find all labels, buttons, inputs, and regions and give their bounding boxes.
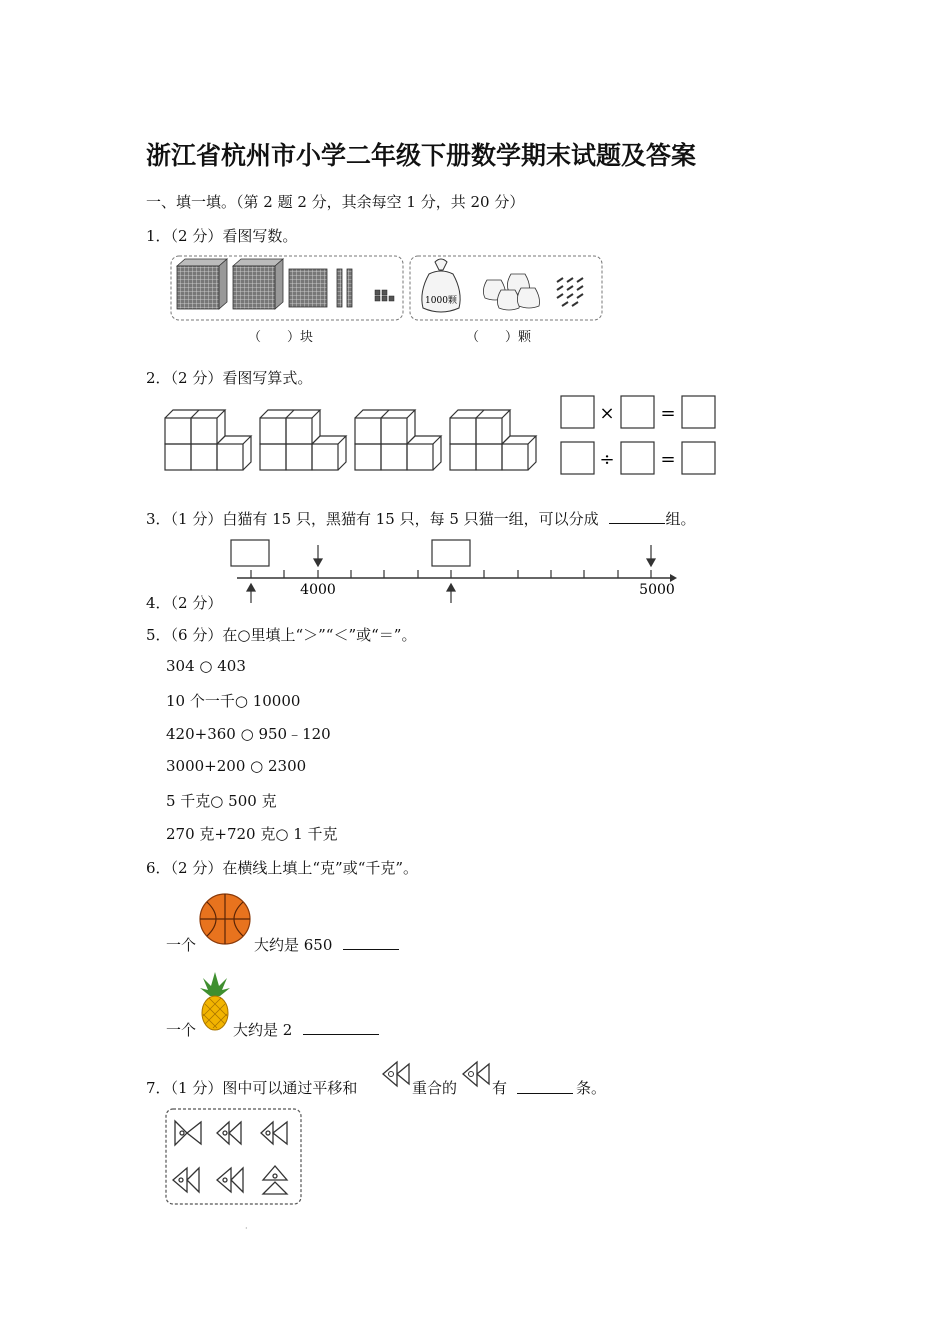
times-sign: ×: [599, 403, 615, 424]
ten-rod-2: [347, 269, 352, 307]
basketball-icon: [198, 892, 252, 946]
fish-icon-inline-1: [381, 1058, 411, 1090]
ten-rod-1: [337, 269, 342, 307]
q2-equation-boxes: [560, 395, 720, 480]
pineapple-icon: [198, 972, 232, 1032]
question-1-text: 1．（2 分）看图写数。: [146, 227, 298, 245]
question-3-text: [146, 508, 695, 529]
thousand-cube-2: [233, 259, 283, 309]
q7-text-d: 条。: [576, 1079, 607, 1097]
unit-cubes: [375, 290, 394, 301]
fish-icon-inline-2: [461, 1058, 491, 1090]
equals-sign-2: =: [660, 449, 676, 470]
seed-marks: [557, 278, 583, 306]
q6-blank-2[interactable]: [303, 1020, 379, 1035]
q7-text-c: 有: [492, 1079, 508, 1097]
fish-5: [217, 1168, 243, 1192]
divide-sign: ÷: [599, 449, 615, 470]
question-2-text: 2．（2 分）看图写算式。: [146, 369, 313, 387]
q2-cube-groups: [160, 404, 545, 476]
q3-suffix: 组。: [665, 510, 696, 528]
q5-item-5: 5 千克○ 500 克: [166, 792, 277, 810]
q7-answer-blank[interactable]: [517, 1079, 573, 1094]
question-5-text: 5．（6 分）在○里填上“＞”“＜”或“＝”。: [146, 626, 417, 644]
hundred-flat: [289, 269, 327, 307]
q6-line1: [254, 934, 399, 955]
small-bag-icons: [483, 274, 539, 310]
thousand-cube-1: [177, 259, 227, 309]
stray-mark: ·: [245, 1224, 248, 1233]
q3-answer-blank[interactable]: [609, 509, 665, 524]
fish-4: [173, 1168, 199, 1192]
q7-text-a: 7．（1 分）图中可以通过平移和: [146, 1079, 358, 1097]
label-4000: 4000: [300, 582, 336, 598]
q6-line1-prefix: 一个: [166, 936, 197, 954]
q6-blank-1[interactable]: [343, 935, 399, 950]
q6-line1-suffix: 大约是 650: [254, 936, 333, 954]
q1-panel2-caption: （ ）颗: [466, 330, 532, 345]
section-heading: 一、填一填。（第 2 题 2 分，其余每空 1 分，共 20 分）: [146, 193, 525, 211]
q7-fish-grid: [165, 1108, 303, 1206]
page-title: 浙江省杭州市小学二年级下册数学期末试题及答案: [146, 141, 697, 170]
fish-3: [261, 1122, 287, 1144]
q6-line2-suffix: 大约是 2: [233, 1021, 293, 1039]
fish-1: [175, 1121, 201, 1145]
q4-box-2: [432, 540, 470, 566]
q5-item-4: 3000+200 ○ 2300: [166, 757, 307, 775]
label-5000: 5000: [639, 582, 675, 598]
q5-item-6: 270 克+720 克○ 1 千克: [166, 825, 338, 843]
question-6-text: 6．（2 分）在横线上填上“克”或“千克”。: [146, 859, 419, 877]
q3-text: 3．（1 分）白猫有 15 只，黑猫有 15 只，每 5 只猫一组，可以分成: [146, 510, 599, 528]
q5-item-1: 304 ○ 403: [166, 657, 246, 675]
q4-number-line: [225, 535, 680, 607]
q7-text-b: 重合的: [412, 1079, 458, 1097]
fish-6: [263, 1166, 287, 1194]
q4-box-1: [231, 540, 269, 566]
equals-sign-1: =: [660, 403, 676, 424]
fish-2: [217, 1122, 241, 1144]
q5-item-3: 420+360 ○ 950﹣120: [166, 725, 331, 743]
q6-line2: [233, 1019, 379, 1040]
q5-item-2: 10 个一千○ 10000: [166, 692, 301, 710]
question-4-text: 4．（2 分）: [146, 594, 223, 612]
q1-panel1-caption: （ ）块: [248, 330, 314, 345]
big-bag-label: 1000颗: [425, 296, 457, 306]
q6-line2-prefix: 一个: [166, 1021, 197, 1039]
